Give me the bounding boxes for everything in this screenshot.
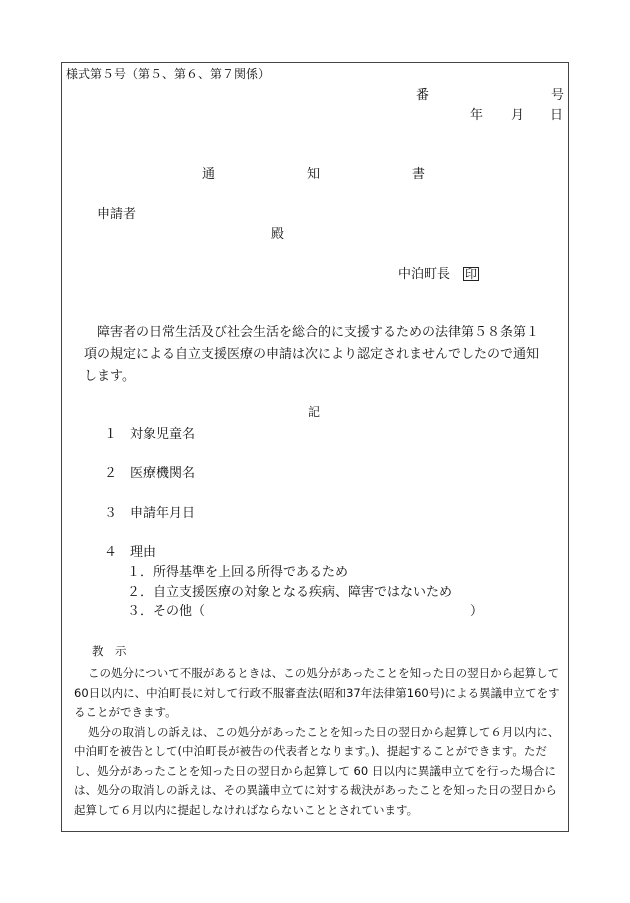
item-2-number: ２ [104,466,118,481]
seal-mark: 印 [465,267,478,281]
number-label-ban: 番 [416,88,430,103]
date-year-label: 年 [470,108,484,123]
kyoji-p2-line-2: 中泊町を被告として(中泊町長が被告の代表者となります。)、提起することができます。ただ [74,744,547,758]
body-line-3: します。 [84,369,135,384]
applicant-label: 申請者 [97,207,137,222]
kyoji-title: 教 示 [92,644,127,658]
kyoji-p1-line-3: ることができます。 [74,705,177,719]
issuer-name: 中泊町長 [398,267,451,282]
date-day-label: 日 [550,108,564,123]
kyoji-p1-line-2: 60日以内に、中泊町長に対して行政不服審査法(昭和37年法律第160号)による異議申立てをす [74,685,560,700]
number-label-go: 号 [551,88,565,103]
item-3-label: 申請年月日 [130,506,196,521]
kyoji-p2-line-3: し、処分があったことを知った日の翌日から起算して 60 日以内に異議申立てを行った場合に [74,763,556,778]
reason-2: ２．自立支援医療の対象となる疾病、障害ではないため [127,585,453,600]
item-1-label: 対象児童名 [130,427,196,442]
item-1-number: １ [104,427,118,442]
title-char-2: 知 [307,167,321,182]
form-id: 様式第５号（第５、第６、第７関係） [66,67,271,81]
body-line-2: 項の規定による自立支援医療の申請は次により認定されませんでしたので通知 [84,347,540,362]
kyoji-p2-line-4: は、処分の取消しの訴えは、その異議申立てに対する裁決があったことを知った日の翌日から [74,783,557,797]
body-line-1: 障害者の日常生活及び社会生活を総合的に支援するための法律第５８条第１ [97,325,540,340]
item-4-number: ４ [104,545,118,560]
notice-body [84,322,539,388]
item-3-number: ３ [104,506,118,521]
kyoji-paragraph-1 [74,664,560,820]
item-2-label: 医療機関名 [130,466,196,481]
date-month-label: 月 [511,108,525,123]
title-char-3: 書 [412,167,426,182]
kyoji-p1-line-1: この処分について不服があるときは、この処分があったことを知った日の翌日から起算して [88,666,560,680]
reason-1: １．所得基準を上回る所得であるため [127,565,349,580]
item-4-label: 理由 [130,545,157,560]
reason-3-close-paren: ） [470,604,484,619]
title-char-1: 通 [202,167,216,182]
ki-heading: 記 [308,405,321,419]
dono-honorific: 殿 [271,227,285,242]
kyoji-p2-line-5: 起算して６月以内に提起しなければならないこととされています。 [74,802,419,817]
reason-3: ３．その他（ [127,604,206,619]
kyoji-p2-line-1: 処分の取消しの訴えは、この処分があったことを知った日の翌日から起算して６月以内に、 [88,724,560,739]
